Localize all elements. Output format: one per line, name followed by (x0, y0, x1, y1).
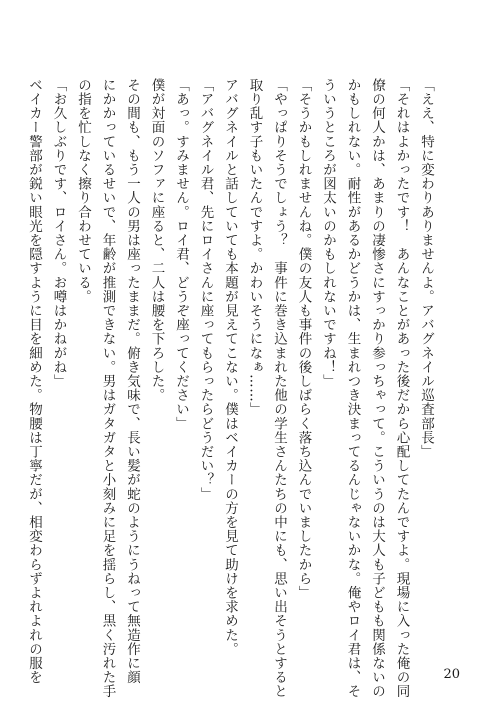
page-number: 20 (443, 667, 460, 682)
text-line: かもしれない。耐性があるかどうかは、生まれつき決まってるんじゃないかな。俺やロイ君は、そ (344, 78, 361, 699)
text-line: 「そうかもしれませんね。僕の友人も事件の後しばらく落ち込んでいましたから」 (295, 78, 312, 600)
text-line: 「ええ、特に変わりありませんよ。アバグネイル巡査部長」 (418, 78, 434, 459)
text-line: ういうところが図太いのかもしれないですね！」 (320, 78, 336, 389)
text-line: 「それはよかったです！ あんなことがあった後だから心配してたんですよ。現場に入った俺の同 (393, 78, 410, 699)
text-line: 「やっぱりそうでしょう？ 事件に巻き込まれた他の学生さんたちの中にも、思い出そうとすると (271, 78, 287, 699)
text-line: その間も、もう一人の男は座ったままだ。俯き気味で、長い髪が蛇のようにうねって無造作に顔 (124, 78, 140, 685)
text-line: 僚の何人かは、あまりの凄惨さにすっかり参っちゃって。こういうのは大人も子どもも関係ないの (369, 78, 385, 699)
vertical-text-body (22, 78, 439, 699)
text-line: ベイカー警部が鋭い眼光を隠すように目を細めた。物腰は丁寧だが、相変わらずよれよれの服を (26, 78, 42, 685)
text-line: 「アバグネイル君、先にロイさんに座ってもらったらどうだい？」 (197, 78, 214, 501)
text-line: 取り乱す子もいたんですよ。かわいそうになぁ……」 (246, 78, 263, 417)
text-line: の指を忙しなく擦り合わせている。 (75, 78, 91, 304)
text-line: にかかっているせいで、年齢が推測できない。男はガタガタと小刻みに足を揺らし、黒く汚れた手 (99, 78, 116, 699)
text-line: 「あっ。すみません。ロイ君、どうぞ座ってください」 (173, 78, 189, 431)
text-line: 僕が対面のソファに座ると、二人は腰を下ろした。 (148, 78, 165, 403)
text-line: 「お久しぶりです、ロイさん。お噂はかねがね」 (50, 78, 67, 389)
text-line: アバグネイルと話していても本題が見えてこない。僕はベイカーの方を見て助けを求めた。 (222, 78, 238, 657)
